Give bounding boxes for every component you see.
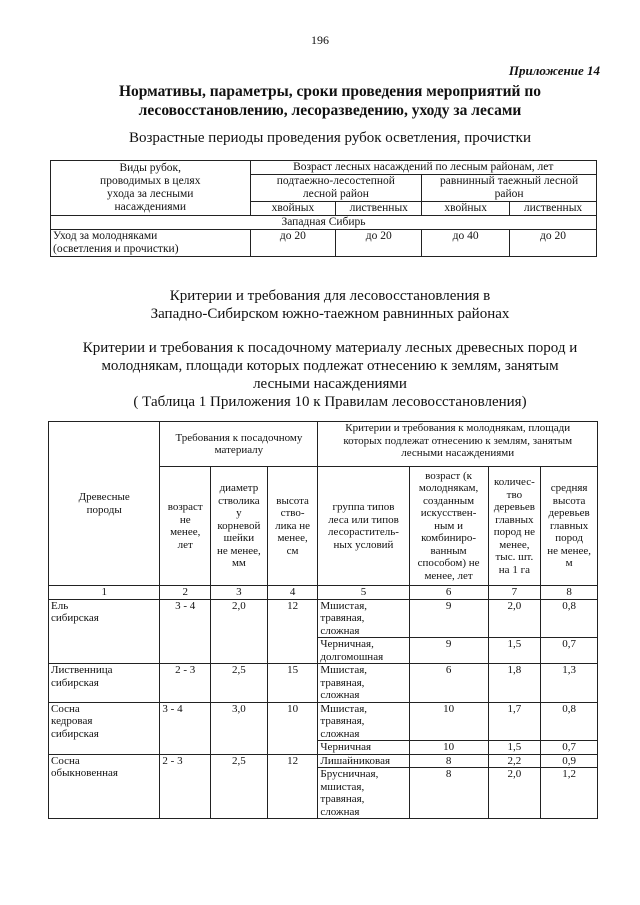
t2-h-count xyxy=(488,467,541,586)
t2-h-young xyxy=(318,422,598,467)
section3-heading-line: Критерии и требования к посадочному материалу лесных древесных пород и xyxy=(82,340,578,356)
t2-h-line: ванным xyxy=(430,544,467,557)
t2-young-age: 9 xyxy=(409,638,488,664)
t2-h-line: менее, xyxy=(499,538,530,551)
t2-h-line: см xyxy=(286,544,299,557)
section2-heading-line: Западно-Сибирском южно-таежном равнинных районах xyxy=(150,306,510,322)
criteria-table xyxy=(48,421,598,819)
t1-age-header: Возраст лесных насаждений по лесным районам, лет xyxy=(250,161,597,175)
t1-region-a-line: лесной район xyxy=(302,188,369,200)
t2-group-line: долгомошная xyxy=(320,650,384,663)
t2-species-line: обыкновенная xyxy=(51,767,118,779)
t2-h-line: Требования к посадочному xyxy=(175,431,303,444)
t2-species-line: сибирская xyxy=(51,676,99,689)
t1-region-b-line: равнинный таежный лесной xyxy=(440,175,579,187)
t2-avg-height: 0,9 xyxy=(541,754,598,768)
t1-row-label xyxy=(51,230,251,257)
t2-col-number: 8 xyxy=(541,586,598,600)
section3-heading xyxy=(40,339,620,411)
t2-diameter: 3,0 xyxy=(211,702,268,754)
t2-h-line: тво xyxy=(506,488,523,501)
section2-heading xyxy=(40,287,620,323)
t2-group xyxy=(318,768,409,819)
t1-value: до 20 xyxy=(336,230,422,257)
t2-group-line: травяная, xyxy=(320,612,365,624)
t2-h-young-age xyxy=(409,467,488,586)
t2-species xyxy=(49,599,160,664)
t2-age: 2 - 3 xyxy=(160,664,211,703)
t2-group-line: сложная xyxy=(320,624,360,637)
t2-group-line: Мшистая, xyxy=(320,664,368,676)
t2-young-age: 6 xyxy=(409,664,488,703)
t1-region-b xyxy=(422,175,597,202)
t2-avg-height: 0,7 xyxy=(541,638,598,664)
t2-h-line: корневой xyxy=(217,519,261,532)
t2-count: 1,7 xyxy=(488,702,541,741)
t2-avg-height: 1,2 xyxy=(541,768,598,819)
t1-col1-header xyxy=(51,161,251,216)
t2-h-line: главных xyxy=(495,513,534,526)
t2-h-line: возраст (к xyxy=(425,469,472,482)
t2-h-line: созданным xyxy=(422,494,475,507)
t2-h-line: пород xyxy=(555,532,583,545)
t2-h-line: главных xyxy=(549,519,589,532)
t2-species xyxy=(49,702,160,754)
section2-heading-line: Критерии и требования для лесовосстановления в xyxy=(169,288,491,304)
t2-group-line: травяная, xyxy=(320,676,365,689)
t2-h-line: мм xyxy=(231,557,246,570)
t2-count: 1,5 xyxy=(488,638,541,664)
t2-h-line: менее, xyxy=(277,532,308,545)
t2-avg-height: 0,8 xyxy=(541,599,598,638)
title-line-1: Нормативы, параметры, сроки проведения мероприятий по xyxy=(118,83,542,100)
t2-h-line: лет xyxy=(177,538,193,551)
t2-h-group xyxy=(318,467,409,586)
t1-subcol: лиственных xyxy=(336,202,422,216)
t2-count: 1,8 xyxy=(488,664,541,703)
t2-h-line: стволика xyxy=(218,494,260,507)
t1-region-a xyxy=(250,175,422,202)
t2-h-line: высота xyxy=(552,494,586,507)
t2-age: 2 - 3 xyxy=(160,754,211,819)
t1-row-label-line: (осветления и прочистки) xyxy=(53,243,179,255)
t2-h-line: менее, лет xyxy=(424,569,473,582)
t2-young-age: 10 xyxy=(409,741,488,755)
t2-h-line: которых подлежат отнесению к землям, занятым xyxy=(343,434,573,447)
t2-group-line: Мшистая, xyxy=(320,702,368,715)
t2-h-line: диаметр xyxy=(219,482,259,495)
t2-count: 2,2 xyxy=(488,754,541,768)
t1-col1-header-line: Виды рубок, xyxy=(119,162,182,174)
t2-group-line: мшистая, xyxy=(320,780,365,793)
t2-col-number: 2 xyxy=(160,586,211,600)
section3-heading-line: ( Таблица 1 Приложения 10 к Правилам лесовосстановления) xyxy=(133,394,527,410)
t2-h-line: м xyxy=(565,557,573,570)
section1-heading: Возрастные периоды проведения рубок осветления, прочистки xyxy=(128,130,531,146)
t2-h-line: молоднякам, xyxy=(418,482,479,495)
t2-h-line: Древесные xyxy=(78,491,130,503)
t1-region-b-line: район xyxy=(494,188,524,200)
t2-count: 1,5 xyxy=(488,741,541,755)
document-title xyxy=(60,82,600,120)
t2-h-line: на 1 га xyxy=(498,563,530,576)
section3-heading-line: молоднякам, площади которых подлежат отнесению к землям, занятым xyxy=(101,358,559,374)
t2-group xyxy=(318,702,409,741)
t2-h-line: у xyxy=(236,507,242,520)
t2-h-line: не менее, xyxy=(217,544,261,557)
t1-value: до 40 xyxy=(422,230,510,257)
t1-col1-header-line: ухода за лесными xyxy=(107,188,194,200)
t2-h-line: комбиниро- xyxy=(421,532,477,545)
t2-species-line: сибирская xyxy=(51,727,99,740)
t2-height: 12 xyxy=(267,754,318,819)
t2-group-line: Брусничная, xyxy=(320,768,379,780)
t2-group-line: сложная xyxy=(320,805,360,818)
t2-h-line: деревьев xyxy=(493,501,535,513)
t2-group-line: сложная xyxy=(320,727,360,740)
t2-h-line: группа типов xyxy=(332,501,395,513)
t2-species-line: сибирская xyxy=(51,612,99,624)
t2-h-line: средняя xyxy=(550,482,588,495)
t2-h-line: способом) не xyxy=(417,557,480,570)
t2-h-line: материалу xyxy=(214,444,264,456)
t2-h-line: лика не xyxy=(275,519,311,532)
t2-avg-height: 1,3 xyxy=(541,664,598,703)
t2-h-line: Критерии и требования к молоднякам, площади xyxy=(345,422,571,434)
t2-h-diameter xyxy=(211,467,268,586)
t2-young-age: 8 xyxy=(409,754,488,768)
t2-group-line: сложная xyxy=(320,689,360,701)
age-periods-table xyxy=(50,160,597,257)
t2-species xyxy=(49,754,160,819)
t1-subcol: хвойных xyxy=(250,202,336,216)
t2-h-line: ным и xyxy=(434,519,463,532)
t2-col-number: 1 xyxy=(49,586,160,600)
t1-zone-row: Западная Сибирь xyxy=(51,216,597,230)
t2-h-age xyxy=(160,467,211,586)
t2-h-line: шейки xyxy=(223,532,255,545)
t2-height: 15 xyxy=(267,664,318,703)
t2-group-line: Черничная xyxy=(320,741,372,753)
t2-young-age: 10 xyxy=(409,702,488,741)
t2-col-number: 7 xyxy=(488,586,541,600)
t2-h-line: тыс. шт. xyxy=(495,551,534,563)
t2-h-line: возраст xyxy=(167,501,203,513)
t2-count: 2,0 xyxy=(488,768,541,819)
t1-col1-header-line: насаждениями xyxy=(114,201,187,213)
t2-avg-height: 0,8 xyxy=(541,702,598,741)
t2-species-line: кедровая xyxy=(51,715,93,727)
t2-age: 3 - 4 xyxy=(160,702,211,754)
t2-h-line: лесораститель- xyxy=(328,526,399,538)
t2-h-species xyxy=(49,422,160,586)
t2-group-line: Мшистая, xyxy=(320,599,368,612)
t2-count: 2,0 xyxy=(488,599,541,638)
t2-young-age: 9 xyxy=(409,599,488,638)
t2-h-line: искусствен- xyxy=(420,507,477,520)
section3-heading-line: лесными насаждениями xyxy=(253,376,407,392)
t2-group xyxy=(318,664,409,703)
t2-h-line: деревьев xyxy=(548,507,590,520)
t2-group xyxy=(318,638,409,664)
t2-group xyxy=(318,741,409,755)
t2-young-age: 8 xyxy=(409,768,488,819)
t2-age: 3 - 4 xyxy=(160,599,211,664)
t2-h-line: количес- xyxy=(494,476,535,488)
t1-subcol: хвойных xyxy=(422,202,510,216)
t2-col-number: 5 xyxy=(318,586,409,600)
t2-h-line: леса или типов xyxy=(328,513,399,526)
page-number: 196 xyxy=(311,33,329,47)
t2-h-line: ство- xyxy=(280,507,305,520)
t2-h-line: менее, xyxy=(170,526,201,538)
t2-h-avg-height xyxy=(541,467,598,586)
t2-h-line: ных условий xyxy=(333,538,394,551)
t2-h-line: пород не xyxy=(493,526,535,538)
t2-h-height xyxy=(267,467,318,586)
t1-row-label-line: Уход за молодняками xyxy=(53,230,158,242)
t2-diameter: 2,5 xyxy=(211,754,268,819)
t1-col1-header-line: проводимых в целях xyxy=(100,175,201,187)
t1-subcol: лиственных xyxy=(510,202,597,216)
t1-value: до 20 xyxy=(510,230,597,257)
t2-h-line: породы xyxy=(86,503,122,516)
t2-h-line: не xyxy=(179,513,191,526)
appendix-label: Приложение 14 xyxy=(508,63,600,78)
t2-height: 12 xyxy=(267,599,318,664)
t2-col-number: 6 xyxy=(409,586,488,600)
t2-h-line: не менее, xyxy=(547,544,591,557)
t2-group-line: травяная, xyxy=(320,793,365,805)
t2-group-line: травяная, xyxy=(320,715,365,727)
t2-col-number: 3 xyxy=(211,586,268,600)
t2-group xyxy=(318,754,409,768)
t2-diameter: 2,0 xyxy=(211,599,268,664)
t1-value: до 20 xyxy=(250,230,336,257)
t2-h-line: лесными насаждениями xyxy=(401,447,515,459)
t2-group xyxy=(318,599,409,638)
t2-species-line: Ель xyxy=(51,599,69,612)
t2-species-line: Сосна xyxy=(51,702,80,715)
t2-group-line: Черничная, xyxy=(320,638,374,650)
t2-species-line: Сосна xyxy=(51,754,80,767)
title-line-2: лесовосстановлению, лесоразведению, уходу за лесами xyxy=(138,102,522,119)
t2-h-line: высота xyxy=(276,494,309,507)
t2-height: 10 xyxy=(267,702,318,754)
t2-species-line: Лиственница xyxy=(51,664,113,676)
t2-group-line: Лишайниковая xyxy=(320,754,391,767)
t1-region-a-line: подтаежно-лесостепной xyxy=(276,175,395,187)
t2-avg-height: 0,7 xyxy=(541,741,598,755)
t2-col-number: 4 xyxy=(267,586,318,600)
t2-diameter: 2,5 xyxy=(211,664,268,703)
t2-h-planting xyxy=(160,422,318,467)
t2-species xyxy=(49,664,160,703)
